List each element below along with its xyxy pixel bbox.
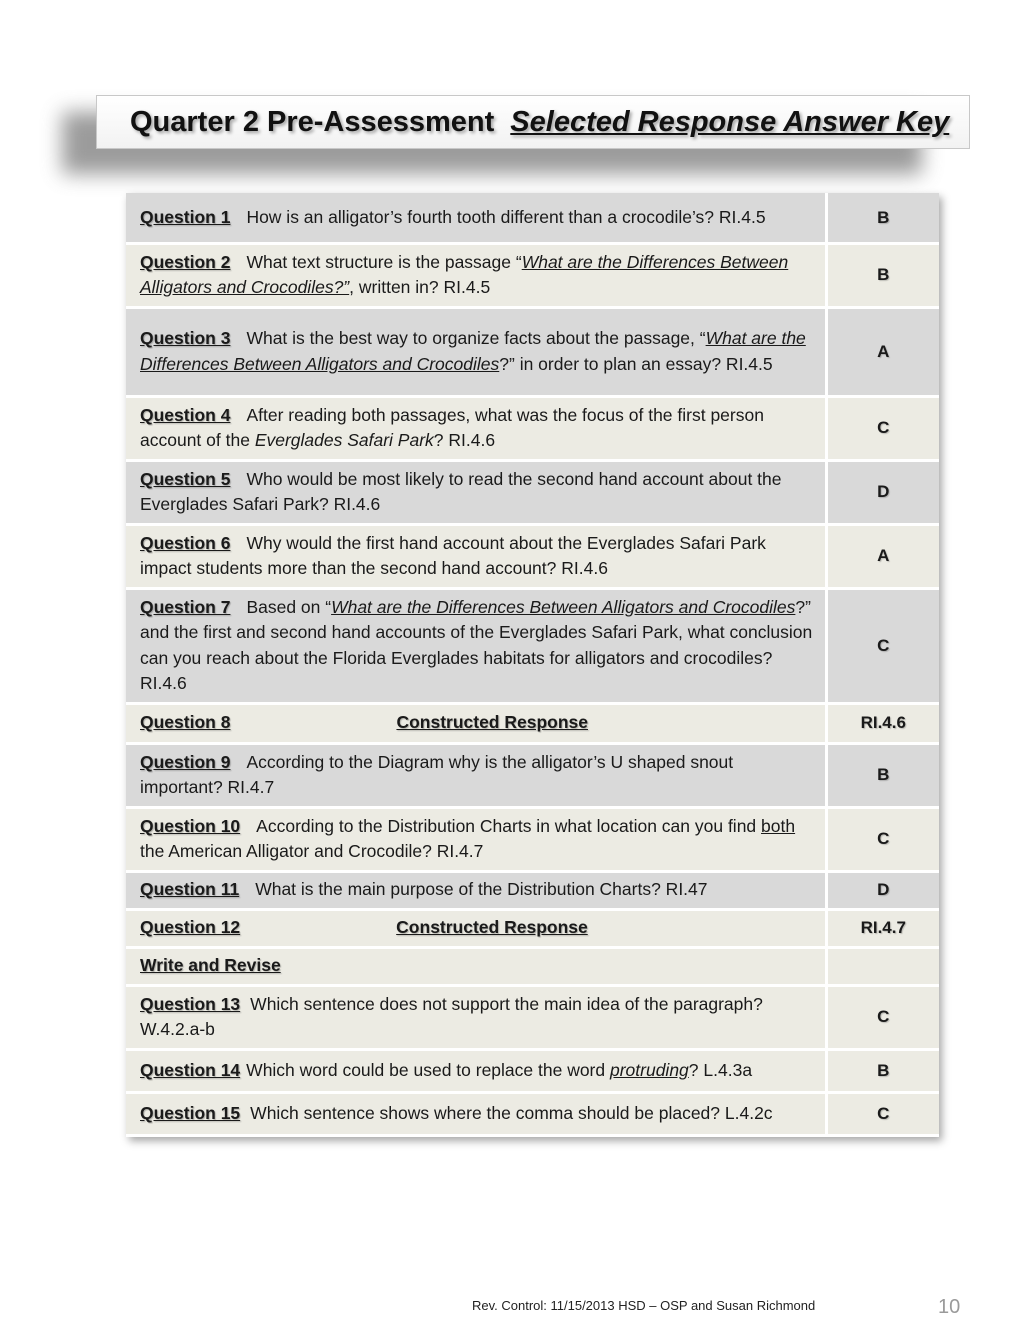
table-row bbox=[126, 947, 939, 985]
table-row bbox=[126, 243, 939, 307]
question-cell bbox=[126, 460, 826, 524]
question-label: Question 12 bbox=[140, 917, 241, 938]
question-text: the American Alligator and Crocodile? RI.4.7 bbox=[140, 841, 484, 861]
answer-cell bbox=[826, 703, 939, 743]
answer-value: RI.4.7 bbox=[860, 918, 906, 938]
question-label: Question 9 bbox=[140, 751, 231, 772]
answer-cell bbox=[826, 193, 939, 243]
constructed-response-label: Constructed Response bbox=[396, 917, 588, 938]
answer-cell bbox=[826, 871, 939, 909]
table-row bbox=[126, 703, 939, 743]
revision-footer: Rev. Control: 11/15/2013 HSD – OSP and Susan Richmond bbox=[472, 1298, 816, 1313]
answer-value: C bbox=[877, 829, 890, 849]
question-cell bbox=[126, 396, 826, 460]
title-answer-key: Selected Response Answer Key bbox=[510, 105, 950, 138]
question-cell bbox=[126, 588, 826, 703]
section-cell bbox=[126, 947, 826, 985]
passage-title: What are the Differences Between Alligators and Crocodiles bbox=[140, 328, 806, 374]
question-text: According to the Distribution Charts in what location can you find bbox=[256, 815, 762, 836]
constructed-response-label: Constructed Response bbox=[396, 712, 588, 733]
question-label: Question 5 bbox=[140, 468, 231, 489]
question-label: Question 3 bbox=[140, 328, 231, 348]
question-cell bbox=[126, 1092, 826, 1135]
question-label: Question 10 bbox=[140, 815, 241, 836]
question-text: According to the Diagram why is the alligator’s U shaped snout important? RI.4.7 bbox=[140, 751, 734, 797]
table-row bbox=[126, 1049, 939, 1092]
table-row bbox=[126, 460, 939, 524]
answer-cell bbox=[826, 524, 939, 588]
title-main: Quarter 2 Pre-Assessment bbox=[130, 105, 495, 138]
park-name: Everglades Safari Park bbox=[254, 430, 434, 450]
page-number: 10 bbox=[938, 1296, 961, 1318]
answer-value: B bbox=[877, 207, 890, 227]
question-cell bbox=[126, 307, 826, 396]
question-text: , written in? RI.4.5 bbox=[349, 277, 491, 297]
emphasis-word: both bbox=[761, 815, 796, 836]
question-label: Question 14 bbox=[140, 1059, 241, 1080]
table-row bbox=[126, 588, 939, 703]
answer-value: B bbox=[877, 265, 890, 285]
question-text: ? RI.4.6 bbox=[433, 430, 496, 450]
question-cell bbox=[126, 807, 826, 871]
table-row bbox=[126, 807, 939, 871]
question-label: Question 6 bbox=[140, 532, 231, 553]
answer-cell bbox=[826, 807, 939, 871]
question-text: What is the best way to organize facts about the passage, “ bbox=[246, 328, 706, 348]
question-cell bbox=[126, 743, 826, 807]
answer-value: A bbox=[877, 546, 890, 566]
answer-value: C bbox=[877, 1007, 890, 1027]
answer-cell bbox=[826, 460, 939, 524]
answer-value: A bbox=[877, 341, 890, 361]
question-text: What text structure is the passage “ bbox=[246, 251, 522, 272]
question-cell bbox=[126, 1049, 826, 1092]
question-text: After reading both passages, what was the focus of the first person account of the bbox=[140, 404, 764, 450]
question-label: Question 1 bbox=[140, 206, 231, 227]
question-label: Question 7 bbox=[140, 596, 231, 617]
answer-key-table bbox=[126, 193, 939, 1137]
question-label: Question 11 bbox=[140, 879, 240, 900]
question-cell bbox=[126, 985, 826, 1049]
answer-cell bbox=[826, 307, 939, 396]
table-row bbox=[126, 307, 939, 396]
table-row bbox=[126, 909, 939, 947]
answer-value: C bbox=[877, 418, 890, 438]
table-row bbox=[126, 743, 939, 807]
question-cell bbox=[126, 243, 826, 307]
answer-cell bbox=[826, 588, 939, 703]
question-cell bbox=[126, 524, 826, 588]
question-text: ?” and the first and second hand accounts of the Everglades Safari Park, what conclusion can you reach about the Florida Everglades habitats for alligators and crocodiles? RI.4.6 bbox=[140, 596, 813, 693]
question-text: Which sentence does not support the main idea of the paragraph? W.4.2.a-b bbox=[140, 993, 763, 1039]
section-label: Write and Revise bbox=[140, 955, 281, 976]
answer-value: D bbox=[877, 880, 890, 900]
answer-cell bbox=[826, 985, 939, 1049]
answer-cell bbox=[826, 1092, 939, 1135]
table-row bbox=[126, 985, 939, 1049]
answer-cell bbox=[826, 909, 939, 947]
answer-cell bbox=[826, 743, 939, 807]
table-row bbox=[126, 524, 939, 588]
question-text: Based on “ bbox=[246, 596, 332, 617]
vocabulary-word: protruding bbox=[609, 1059, 689, 1080]
passage-title: What are the Differences Between Alligators and Crocodiles?” bbox=[140, 251, 789, 297]
answer-value: D bbox=[877, 482, 890, 502]
question-text: What is the main purpose of the Distribution Charts? RI.47 bbox=[255, 879, 708, 900]
question-cell bbox=[126, 193, 826, 243]
question-text: ?” in order to plan an essay? RI.4.5 bbox=[499, 353, 773, 374]
answer-value: C bbox=[877, 635, 890, 655]
question-label: Question 13 bbox=[140, 993, 241, 1014]
answer-cell bbox=[826, 1049, 939, 1092]
answer-cell bbox=[826, 396, 939, 460]
question-cell bbox=[126, 703, 826, 743]
table-row bbox=[126, 1092, 939, 1135]
answer-value: RI.4.6 bbox=[860, 713, 906, 733]
table-row bbox=[126, 871, 939, 909]
answer-cell bbox=[826, 243, 939, 307]
question-cell bbox=[126, 871, 826, 909]
question-text: Which sentence shows where the comma should be placed? L.4.2c bbox=[250, 1102, 773, 1123]
question-label: Question 4 bbox=[140, 404, 231, 425]
question-text: Who would be most likely to read the second hand account about the Everglades Safari Park? RI.4.6 bbox=[140, 468, 782, 514]
table-row bbox=[126, 193, 939, 243]
answer-cell bbox=[826, 947, 939, 985]
page-title bbox=[96, 95, 970, 149]
table-row bbox=[126, 396, 939, 460]
passage-title: What are the Differences Between Alligators and Crocodiles bbox=[331, 596, 796, 617]
answer-value: B bbox=[877, 765, 890, 785]
question-text: ? L.4.3a bbox=[688, 1059, 753, 1080]
answer-value: C bbox=[877, 1103, 890, 1123]
question-text: How is an alligator’s fourth tooth different than a crocodile’s? RI.4.5 bbox=[246, 206, 766, 227]
question-label: Question 8 bbox=[140, 712, 231, 733]
question-label: Question 2 bbox=[140, 251, 231, 272]
question-label: Question 15 bbox=[140, 1102, 241, 1123]
answer-value: B bbox=[877, 1060, 890, 1080]
question-text: Which word could be used to replace the word bbox=[246, 1059, 610, 1080]
question-cell bbox=[126, 909, 826, 947]
question-text: Why would the first hand account about the Everglades Safari Park impact students more than the second hand account? RI.4.6 bbox=[140, 532, 766, 578]
